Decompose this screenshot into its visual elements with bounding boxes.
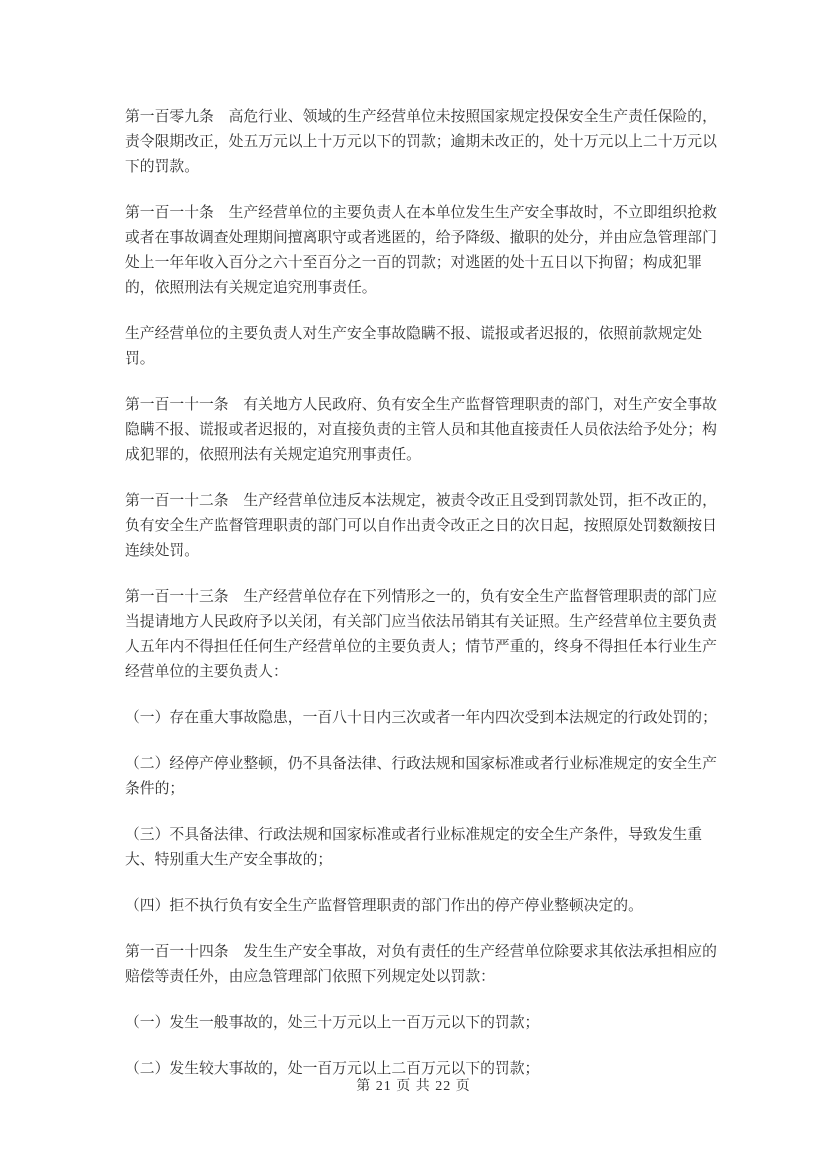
page-footer: 第 21 页 共 22 页 (356, 1079, 471, 1094)
paragraph: （一）存在重大事故隐患，一百八十日内三次或者一年内四次受到本法规定的行政处罚的； (125, 710, 717, 726)
paragraph: （二）发生较大事故的，处一百万元以上二百万元以下的罚款； (125, 1061, 540, 1077)
paragraph: 第一百一十二条 生产经营单位违反本法规定，被责令改正且受到罚款处罚，拒不改正的，负有安全生产监督管理职责的部门可以自作出责令改正之日的次日起，按照原处罚数额按日连续处罚。 (125, 493, 717, 559)
paragraph: 第一百一十三条 生产经营单位存在下列情形之一的，负有安全生产监督管理职责的部门应当提请地方人民政府予以关闭，有关部门应当依法吊销其有关证照。生产经营单位主要负责人五年内不得担任任何生产经营单位的主要负责人；情节严重的，终身不得担任本行业生产经营单位的主要负责人： (125, 589, 717, 680)
paragraph: 第一百零九条 高危行业、领域的生产经营单位未按照国家规定投保安全生产责任保险的，责令限期改正，处五万元以上十万元以下的罚款；逾期未改正的，处十万元以上二十万元以下的罚款。 (125, 109, 717, 175)
document-body (125, 105, 719, 1103)
paragraph: 第一百一十条 生产经营单位的主要负责人在本单位发生生产安全事故时，不立即组织抢救或者在事故调查处理期间擅离职守或者逃匿的，给予降级、撤职的处分，并由应急管理部门处上一年年收入百分之六十至百分之一百的罚款；对逃匿的处十五日以下拘留；构成犯罪的，依照刑法有关规定追究刑事责任。 (125, 205, 717, 296)
paragraph: 第一百一十一条 有关地方人民政府、负有安全生产监督管理职责的部门，对生产安全事故隐瞒不报、谎报或者迟报的，对直接负责的主管人员和其他直接责任人员依法给予处分；构成犯罪的，依照刑法有关规定追究刑事责任。 (125, 397, 717, 463)
paragraph: 生产经营单位的主要负责人对生产安全事故隐瞒不报、谎报或者迟报的，依照前款规定处罚。 (125, 326, 703, 367)
paragraph: （三）不具备法律、行政法规和国家标准或者行业标准规定的安全生产条件，导致发生重大、特别重大生产安全事故的； (125, 827, 703, 868)
paragraph: （一）发生一般事故的，处三十万元以上一百万元以下的罚款； (125, 1015, 540, 1031)
paragraph: （二）经停产停业整顿，仍不具备法律、行政法规和国家标准或者行业标准规定的安全生产条件的； (125, 756, 717, 797)
paragraph: （四）拒不执行负有安全生产监督管理职责的部门作出的停产停业整顿决定的。 (125, 898, 643, 914)
paragraph: 第一百一十四条 发生生产安全事故，对负有责任的生产经营单位除要求其依法承担相应的赔偿等责任外，由应急管理部门依照下列规定处以罚款： (125, 944, 717, 985)
